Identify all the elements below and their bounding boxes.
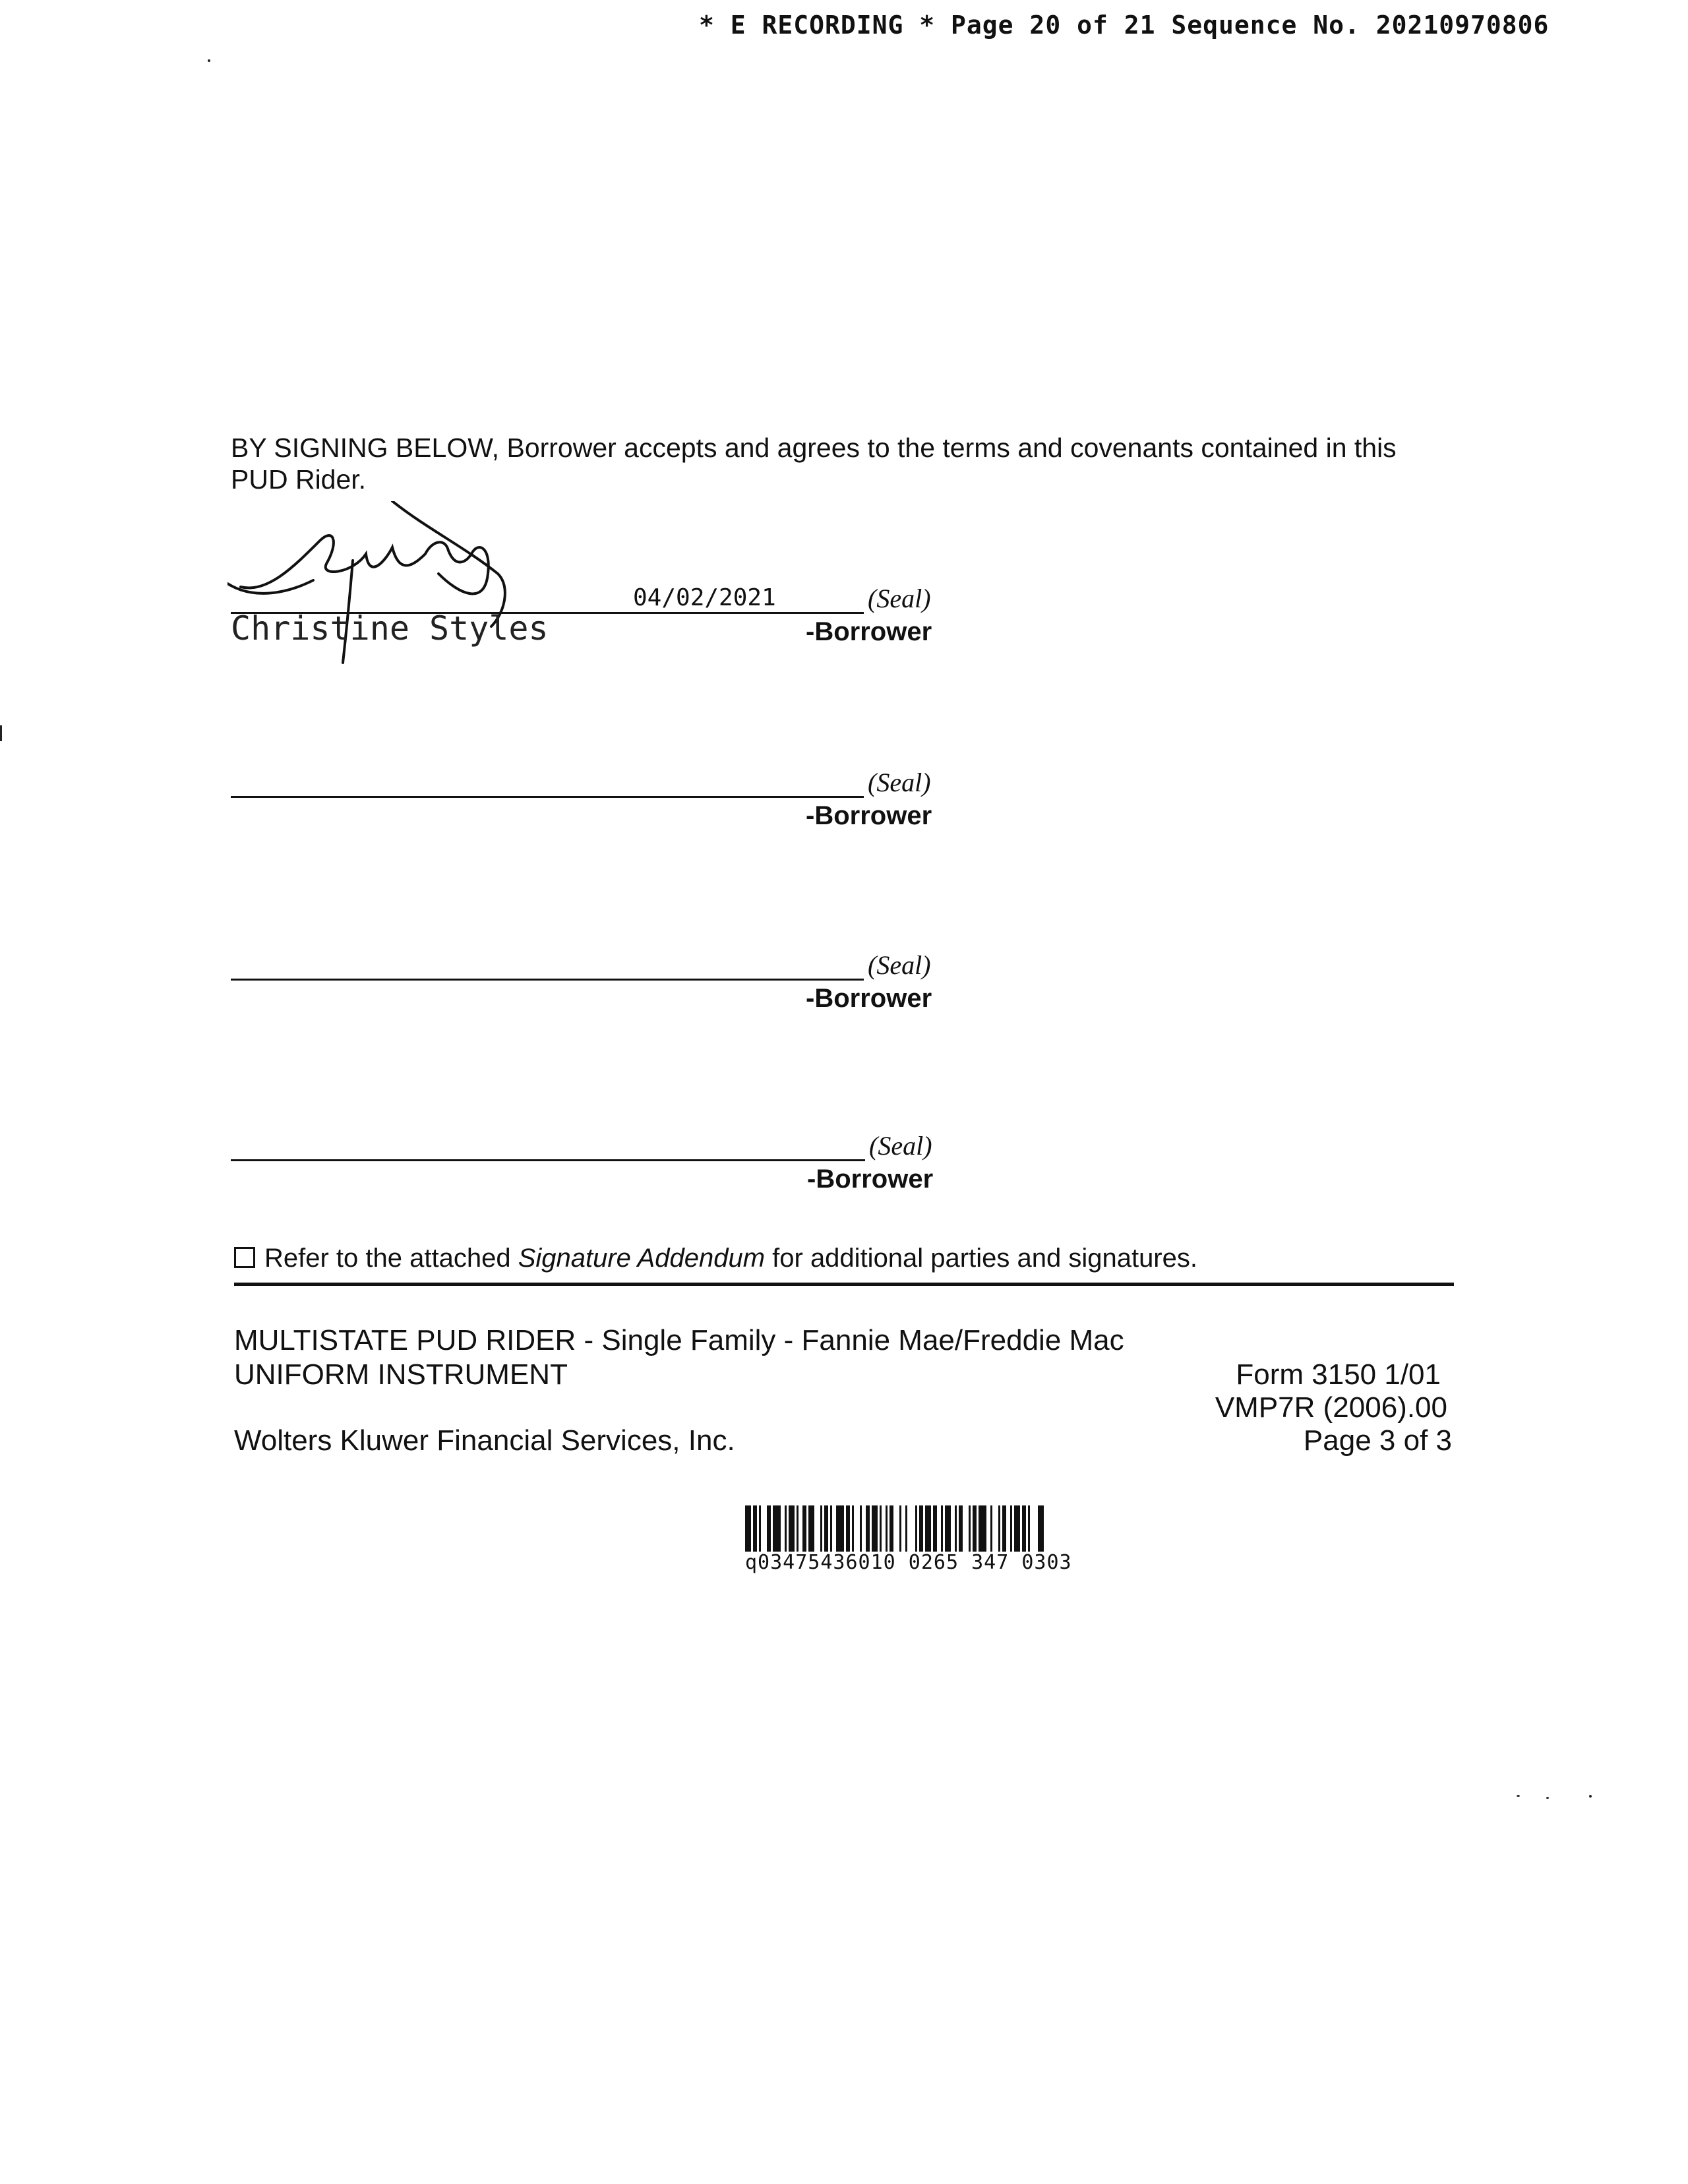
form-title: MULTISTATE PUD RIDER - Single Family - Fannie Mae/Freddie Mac	[234, 1324, 1124, 1356]
signature-line	[231, 1159, 865, 1161]
form-version: VMP7R (2006).00	[1215, 1391, 1447, 1424]
form-number: Form 3150 1/01	[1236, 1358, 1441, 1391]
publisher-name: Wolters Kluwer Financial Services, Inc.	[234, 1424, 735, 1457]
addendum-prefix: Refer to the attached	[264, 1244, 518, 1273]
borrower-label: -Borrower	[806, 617, 932, 646]
signature-line	[231, 796, 864, 798]
intro-paragraph: BY SIGNING BELOW, Borrower accepts and agrees to the terms and covenants contained in this PUD Rider.	[231, 433, 1397, 495]
seal-label: (Seal)	[868, 584, 931, 613]
recording-stamp: * E RECORDING * Page 20 of 21 Sequence No. 20210970806	[699, 11, 1550, 40]
scan-speck	[1546, 1797, 1549, 1799]
addendum-suffix: for additional parties and signatures.	[765, 1244, 1197, 1273]
addendum-notice	[234, 1244, 1197, 1273]
seal-label: (Seal)	[869, 1131, 932, 1161]
seal-label: (Seal)	[868, 768, 931, 797]
scan-speck	[1517, 1795, 1520, 1797]
borrower-label: -Borrower	[806, 801, 932, 830]
barcode-number: q03475436010 0265 347 0303	[745, 1551, 1072, 1574]
addendum-emphasis: Signature Addendum	[518, 1244, 766, 1273]
signature-line	[231, 979, 864, 981]
page-number: Page 3 of 3	[1303, 1424, 1452, 1457]
signer-name: Christine Styles	[231, 609, 549, 648]
borrower-label: -Borrower	[807, 1165, 934, 1194]
scan-speck	[208, 59, 210, 62]
addendum-checkbox[interactable]	[234, 1247, 255, 1268]
borrower-label: -Borrower	[806, 984, 932, 1013]
uniform-instrument-label: UNIFORM INSTRUMENT	[234, 1358, 568, 1391]
barcode-image	[745, 1505, 1226, 1552]
signature-date: 04/02/2021	[633, 584, 776, 611]
scan-speck	[1589, 1795, 1592, 1798]
footer-divider	[234, 1283, 1454, 1286]
seal-label: (Seal)	[868, 950, 931, 980]
scan-edge-mark	[0, 725, 2, 741]
